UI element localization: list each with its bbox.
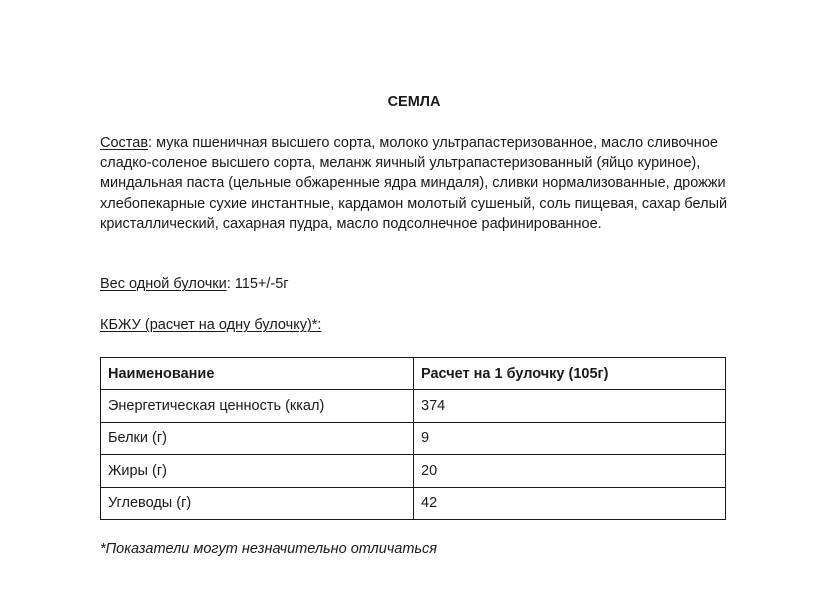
- table-row: [101, 422, 726, 454]
- row-value-cell: 374: [414, 390, 726, 422]
- row-value-cell: 9: [414, 422, 726, 454]
- table-row: [101, 390, 726, 422]
- weight-paragraph: [100, 274, 740, 294]
- nutrition-table: [100, 357, 726, 520]
- weight-value: : 115+/-5г: [226, 276, 289, 292]
- row-value-cell: 20: [414, 455, 726, 487]
- column-header-name: Наименование: [101, 358, 414, 390]
- kbju-paragraph: [100, 315, 740, 335]
- composition-text: : мука пшеничная высшего сорта, молоко ультрапастеризованное, масло сливочное сладко-соленое высшего сорта, меланж яичный ультрапастеризованный (яйцо куриное), миндальная паста (цельные обжаренные ядра миндаля), сливки нормализованные, дрожжи хлебопекарные сухие инстантные, кардамон молотый сушеный, соль пищевая, сахар белый кристаллический, сахарная пудра, масло подсолнечное рафинированное.: [100, 135, 728, 232]
- composition-label: Состав: [100, 135, 149, 151]
- kbju-label: КБЖУ (расчет на одну булочку)*:: [100, 317, 322, 333]
- table-row: [101, 455, 726, 487]
- weight-label: Вес одной булочки: [100, 276, 227, 292]
- footnote: *Показатели могут незначительно отличаться: [100, 541, 438, 557]
- row-name-cell: Энергетическая ценность (ккал): [101, 390, 414, 422]
- table-row: [101, 487, 726, 519]
- row-name-cell: Жиры (г): [101, 455, 414, 487]
- row-name-cell: Углеводы (г): [101, 487, 414, 519]
- page-title: СЕМЛА: [387, 94, 441, 110]
- row-name-cell: Белки (г): [101, 422, 414, 454]
- table-header-row: [101, 358, 726, 390]
- row-value-cell: 42: [414, 487, 726, 519]
- column-header-per-bun: Расчет на 1 булочку (105г): [414, 358, 726, 390]
- composition-paragraph: [100, 133, 740, 234]
